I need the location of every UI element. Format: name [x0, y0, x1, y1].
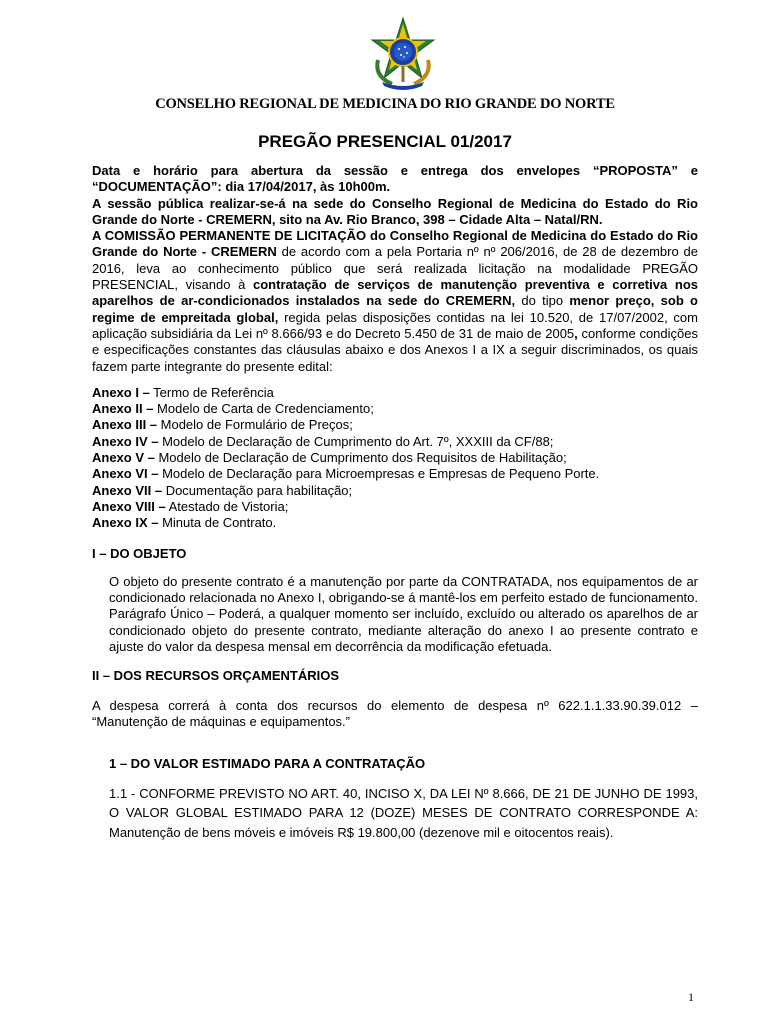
- estimated-value-paragraph: 1.1 - CONFORME PREVISTO NO ART. 40, INCISO X, DA LEI Nº 8.666, DE 21 DE JUNHO DE 1993, O VALOR GLOBAL ESTIMADO PARA 12 (DOZE) MESES DE CONTRATO CORRESPONDE A: Manutenção de bens móveis e imóveis R$ 19.800,00 (dezenove mil e oitocentos reais).: [109, 785, 698, 840]
- document-title: PREGÃO PRESENCIAL 01/2017: [258, 132, 512, 151]
- document-body: [92, 163, 698, 842]
- annex-label: Anexo IV –: [92, 433, 159, 449]
- annex-item: [92, 483, 698, 499]
- organization-name: CONSELHO REGIONAL DE MEDICINA DO RIO GRANDE DO NORTE: [155, 96, 615, 112]
- brazil-coat-of-arms-icon: [368, 16, 438, 90]
- annex-label: Anexo IX –: [92, 515, 159, 531]
- annex-label: Anexo VI –: [92, 466, 159, 482]
- section-heading-estimated-value: 1 – DO VALOR ESTIMADO PARA A CONTRATAÇÃO: [109, 756, 426, 772]
- annex-item: [92, 515, 698, 531]
- intro-commission-paragraph: [92, 228, 698, 375]
- budget-paragraph: A despesa correrá à conta dos recursos do elemento de despesa nº 622.1.1.33.90.39.012 – “Manutenção de máquinas e equipamentos.”: [92, 697, 698, 729]
- annex-label: Anexo II –: [92, 401, 154, 417]
- paragraph-text: regida pelas disposições contidas na lei 10.520, de 17/07/2002, com aplicação subsidiária da Lei nº 8.666/93 e do Decreto 5.450 de 31 de maio de 2005: [92, 309, 698, 341]
- annex-item: [92, 417, 698, 433]
- intro-session-date: Data e horário para abertura da sessão e entrega dos envelopes “PROPOSTA” e “DOCUMENTAÇÃO”: dia 17/04/2017, às 10h00m.: [92, 163, 698, 195]
- paragraph-comma: ,: [574, 325, 578, 341]
- annex-label: Anexo I –: [92, 384, 150, 400]
- object-paragraph: O objeto do presente contrato é a manutenção por parte da CONTRATADA, nos equipamentos de ar condicionado relacionada no Anexo I, obrigando-se á mantê-los em perfeito estado de funcionamento.: [109, 573, 698, 606]
- paragraph-text: conforme condições e especificações constantes das cláusulas abaixo e dos Anexos I a IX a seguir discriminados, os quais fazem parte integrante do presente edital:: [92, 325, 698, 374]
- annex-item: [92, 401, 698, 417]
- annex-text: Modelo de Formulário de Preços;: [157, 417, 353, 433]
- annex-text: Minuta de Contrato.: [158, 515, 277, 531]
- annex-label: Anexo III –: [92, 417, 158, 433]
- annex-list: [92, 385, 698, 532]
- sole-paragraph: Parágrafo Único – Poderá, a qualquer momento ser incluído, excluído ou alterado os aparelhos de ar condicionado objeto do presente contrato, mediante alteração do anexo I ao presente contrato e ajuste do valor da despesa mensal em decorrência da modificação efetuada.: [109, 606, 698, 655]
- annex-label: Anexo VII –: [92, 482, 163, 498]
- annex-text: Modelo de Declaração de Cumprimento dos Requisitos de Habilitação;: [154, 450, 567, 466]
- annex-text: Termo de Referência: [149, 384, 274, 400]
- annex-text: Modelo de Carta de Credenciamento;: [153, 401, 374, 417]
- annex-label: Anexo V –: [92, 450, 155, 466]
- annex-item: [92, 466, 698, 482]
- annex-item: [92, 434, 698, 450]
- annex-text: Atestado de Vistoria;: [165, 498, 289, 514]
- annex-item: [92, 499, 698, 515]
- section-heading-budget: II – DOS RECURSOS ORÇAMENTÁRIOS: [92, 668, 340, 684]
- service-description: contratação de serviços de manutenção preventiva e corretiva nos aparelhos de ar-condicionados instalados na sede do CREMERN,: [92, 277, 698, 309]
- commission-name: A COMISSÃO PERMANENTE DE LICITAÇÃO do Conselho Regional de Medicina do Estado do Rio Grande do Norte - CREMERN: [92, 228, 698, 260]
- intro-session-location: A sessão pública realizar-se-á na sede do Conselho Regional de Medicina do Estado do Rio Grande do Norte - CREMERN, sito na Av. Rio Branco, 398 – Cidade Alta – Natal/RN.: [92, 195, 698, 227]
- paragraph-text: de acordo com a pela Portaria nº nº 206/2016, de 28 de dezembro de 2016, leva ao conhecimento público que será realizada licitação na modalidade PREGÃO PRESENCIAL, visando à: [92, 244, 698, 293]
- section-object-body: [109, 574, 698, 655]
- section-heading-object: I – DO OBJETO: [92, 545, 187, 561]
- annex-label: Anexo VIII –: [92, 498, 166, 514]
- bid-type: menor preço, sob o regime de empreitada global,: [92, 293, 698, 325]
- annex-text: Modelo de Declaração de Cumprimento do Art. 7º, XXXIII da CF/88;: [158, 433, 554, 449]
- annex-item: [92, 450, 698, 466]
- paragraph-text: do tipo: [515, 293, 570, 309]
- page-number: 1: [688, 990, 694, 1004]
- annex-item: [92, 385, 698, 401]
- annex-text: Documentação para habilitação;: [162, 482, 353, 498]
- annex-text: Modelo de Declaração para Microempresas e Empresas de Pequeno Porte.: [158, 466, 600, 482]
